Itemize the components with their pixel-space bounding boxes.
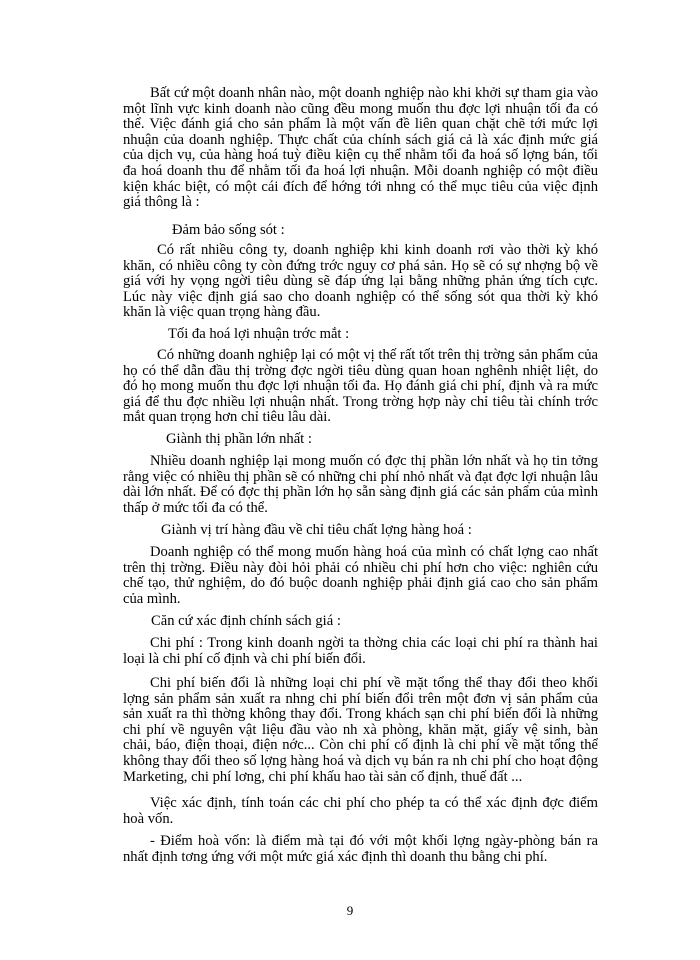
heading-pricing-basis: Căn cứ xác định chính sách giá : [151, 613, 341, 629]
quality-paragraph: Doanh nghiệp có thể mong muốn hàng hoá của mình có chất lợng cao nhất trên thị trờng. Điều này đòi hỏi phải có nhiều chi phí hơn cho việc: nghiên cứu chế tạo, thử nghiệm, do đó buộc doanh nghiệp phải định giá cao cho sản phẩm của mình. [123, 544, 598, 607]
heading-market-share: Giành thị phần lớn nhất : [166, 431, 312, 447]
break-even-definition: - Điểm hoà vốn: là điểm mà tại đó với một khối lợng ngày-phòng bán ra nhất định tơng ứng với một mức giá xác định thì doanh thu bằng chi phí. [123, 833, 598, 865]
max-profit-paragraph: Có những doanh nghiệp lại có một vị thế rất tốt trên thị trờng sản phẩm của họ có thể dẫn đầu thị trờng đợc ngời tiêu dùng quan hoan nghênh nhiệt liệt, do đó họ mong muốn thu đợc lợi nhuận tối đa. Họ đánh giá chi phí, định và ra mức giá để thu đợc nhiều lợi nhuận nhất. Trong trờng hợp này chỉ tiêu tài chính trớc mắt quan trọng hơn chỉ tiêu lâu dài. [123, 347, 598, 426]
intro-paragraph: Bất cứ một doanh nhân nào, một doanh nghiệp nào khi khởi sự tham gia vào một lĩnh vực kinh doanh nào cũng đều mong muốn thu đợc lợi nhuận tối đa có thể. Việc đánh giá cho sản phẩm là một vấn đề liên quan chặt chẽ tới mức lợi nhuận của doanh nghiệp. Thực chất của chính sách giá cả là xác định mức giá của dịch vụ, của hàng hoá tuỳ điều kiện cụ thể nhằm tối đa hoá số lợng bán, tối đa hoá doanh thu để nhằm tối đa hoá lợi nhuận. Mỗi doanh nghiệp có một điều kiện khác biệt, có một cái đích để hớng tới nhng có thể mục tiêu của việc định giá thông là : [123, 85, 598, 211]
market-share-paragraph: Nhiều doanh nghiệp lại mong muốn có đợc thị phần lớn nhất và họ tin tởng rằng việc có nhiều thị phần sẽ có những chi phí nhỏ nhất và đạt đợc lợi nhuận lâu dài lớn nhất. Để có đợc thị phần lớn họ sẵn sàng định giá các sản phẩm của mình thấp ở mức tối đa có thể. [123, 453, 598, 516]
page-number: 9 [346, 903, 354, 918]
fixed-variable-cost-paragraph: Chi phí : Trong kinh doanh ngời ta thờng chia các loại chi phí ra thành hai loại là chi phí cố định và chi phí biến đổi. [123, 635, 598, 667]
survival-paragraph: Có rất nhiều công ty, doanh nghiệp khi kinh doanh rơi vào thời kỳ khó khăn, có nhiều công ty còn đứng trớc nguy cơ phá sản. Họ sẽ có sự nhợng bộ về giá với hy vọng ngời tiêu dùng sẽ đáp ứng lại bằng những phản ứng tích cực. Lúc này việc định giá sao cho doanh nghiệp có thể sống sót qua thời kỳ khó khăn là việc quan trọng hàng đầu. [123, 242, 598, 321]
variable-cost-paragraph: Chi phí biến đổi là những loại chi phí về mặt tổng thể thay đổi theo khối lợng sản phẩm sản xuất ra nhng chi phí biến đổi trên một đơn vị sản phẩm của sản xuất ra thì thờng không thay đổi. Trong khách sạn chi phí biến đổi là những chi phí về nguyên vật liệu đầu vào nh xà phòng, khăn mặt, giấy vệ sinh, bàn chải, báo, điện thoại, điện nớc... Còn chi phí cố định là chi phí về mặt tổng thể không thay đổi theo số lợng hàng hoá và dịch vụ bán ra nh chi phí cho hoạt động Marketing, chi phí lơng, chi phí khấu hao tài sản cố định, thuế đất ... [123, 675, 598, 785]
heading-max-profit: Tối đa hoá lợi nhuận trớc mắt : [168, 326, 350, 342]
heading-survival: Đảm bảo sống sót : [172, 222, 285, 238]
heading-quality: Giành vị trí hàng đầu về chỉ tiêu chất lợng hàng hoá : [161, 522, 472, 538]
break-even-intro-paragraph: Việc xác định, tính toán các chi phí cho phép ta có thể xác định đợc điểm hoà vốn. [123, 795, 598, 827]
